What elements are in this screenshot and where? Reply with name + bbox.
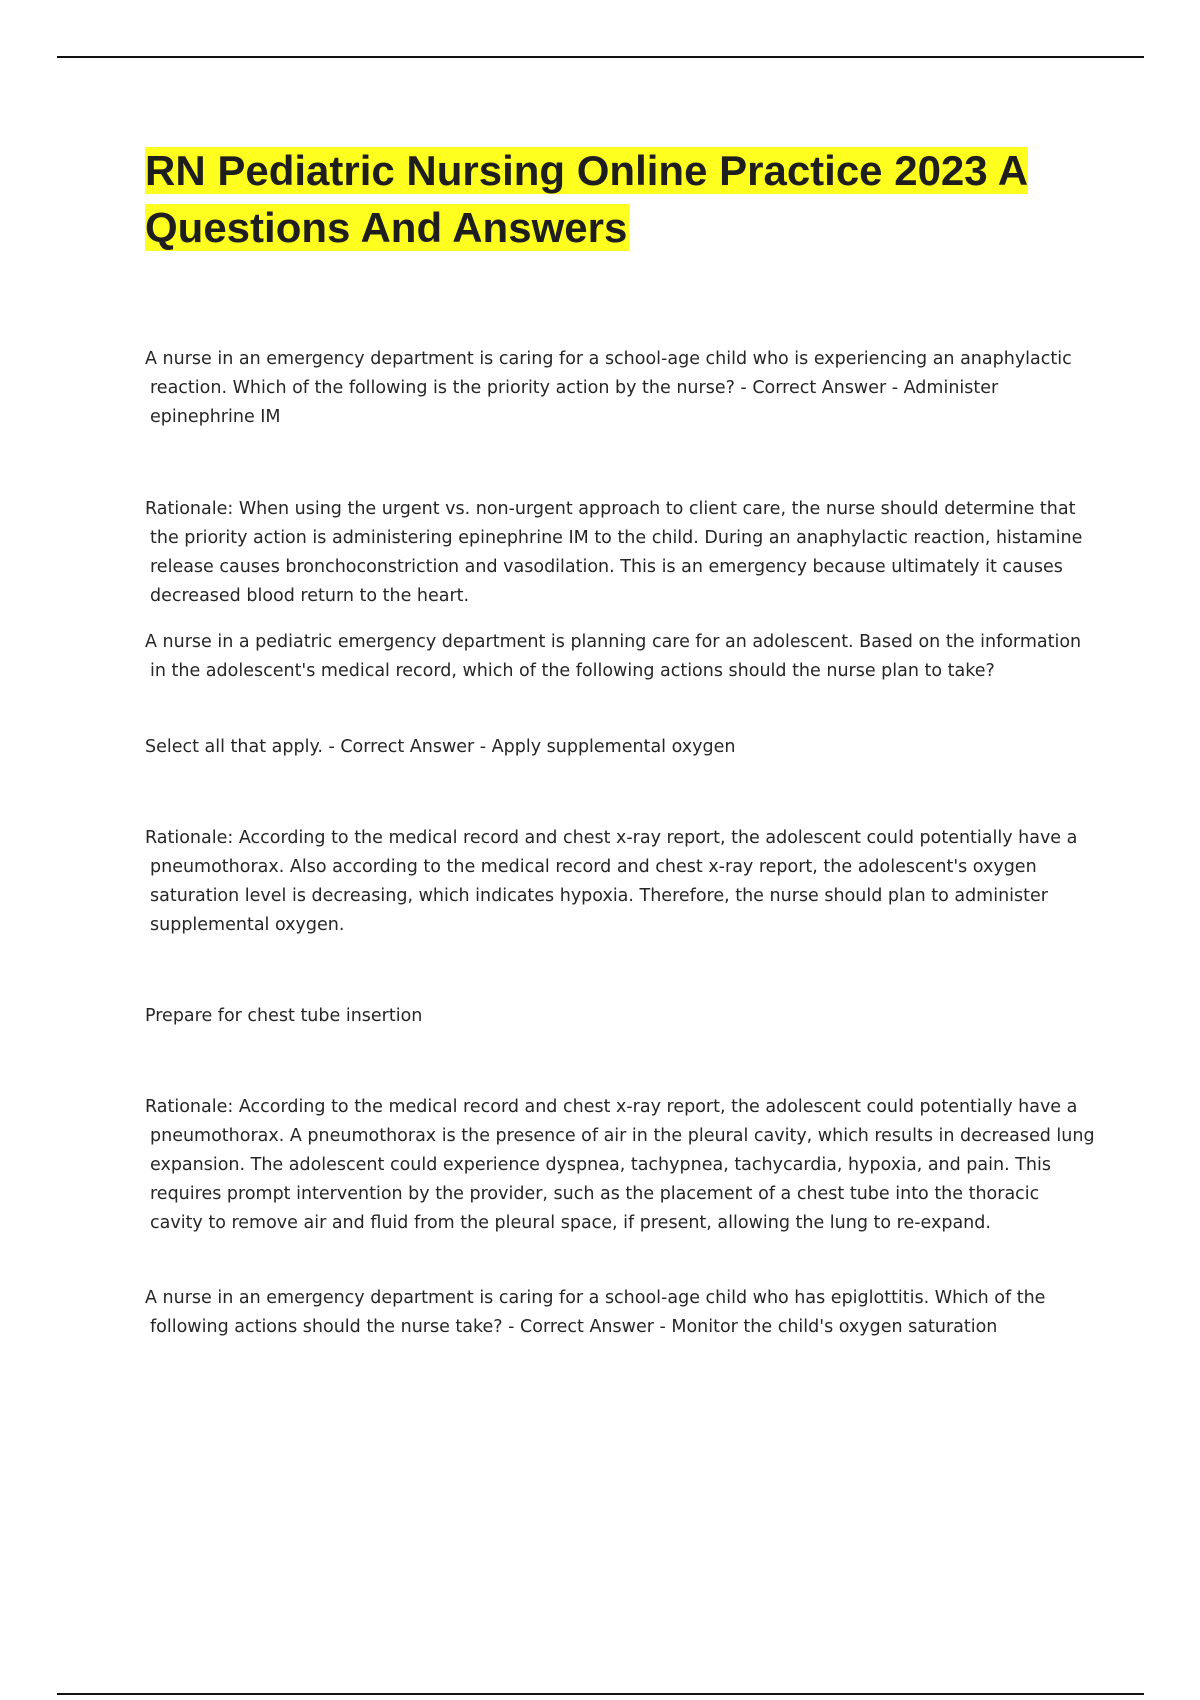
question-paragraph: A nurse in an emergency department is caring for a school-age child who is experiencing an anaphylactic reaction. Which of the following is the priority action by the nurse? - Correct Answer - Administer epinephrine IM [145,349,1072,427]
top-rule [57,56,1144,58]
answer-paragraph: Select all that apply. - Correct Answer - Apply supplemental oxygen [145,737,736,757]
rationale-paragraph: Rationale: When using the urgent vs. non-urgent approach to client care, the nurse should determine that the priority action is administering epinephrine IM to the child. During an anaphylactic reaction, histamine release causes bronchoconstriction and vasodilation. This is an emergency because ultimately it causes decreased blood return to the heart. [145,499,1083,606]
rationale-paragraph: Rationale: According to the medical record and chest x-ray report, the adolescent could potentially have a pneumothorax. A pneumothorax is the presence of air in the pleural cavity, which results in decreased lung expansion. The adolescent could experience dyspnea, tachypnea, tachycardia, hypoxia, and pain. This requires prompt intervention by the provider, such as the placement of a chest tube into the thoracic cavity to remove air and fluid from the pleural space, if present, allowing the lung to re-expand. [145,1097,1095,1233]
answer-paragraph: Prepare for chest tube insertion [145,1006,423,1026]
question-paragraph: A nurse in an emergency department is caring for a school-age child who has epiglottitis. Which of the following actions should the nurse take? - Correct Answer - Monitor the child's oxygen saturation [145,1288,1046,1337]
title-highlight: RN Pediatric Nursing Online Practice 2023 A Questions And Answers [145,147,1029,251]
document-title [145,142,1105,256]
bottom-rule [57,1693,1144,1695]
rationale-paragraph: Rationale: According to the medical record and chest x-ray report, the adolescent could potentially have a pneumothorax. Also according to the medical record and chest x-ray report, the adolescent's oxygen saturation level is decreasing, which indicates hypoxia. Therefore, the nurse should plan to administer supplemental oxygen. [145,828,1078,935]
question-paragraph: A nurse in a pediatric emergency department is planning care for an adolescent. Based on the information in the adolescent's medical record, which of the following actions should the nurse plan to take? [145,632,1082,681]
